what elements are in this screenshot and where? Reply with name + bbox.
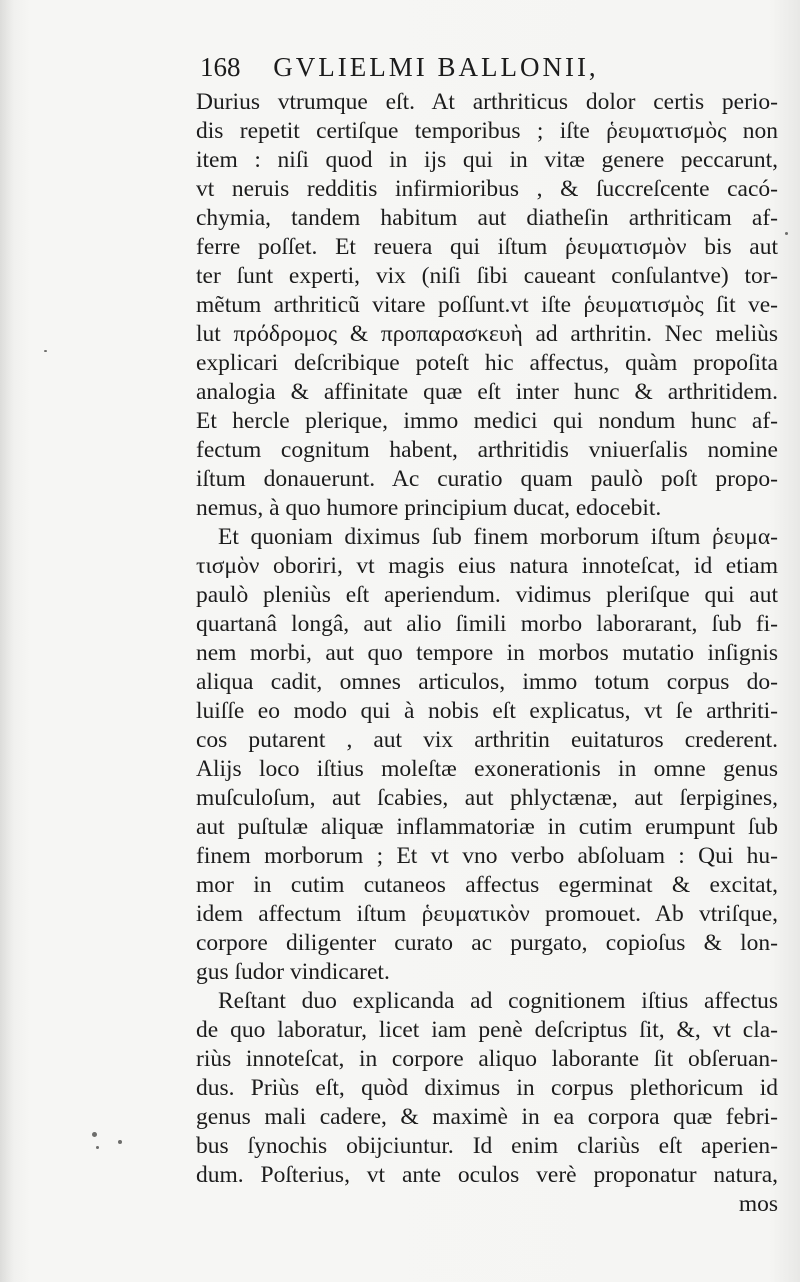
text-line: genus mali cadere, & maximè in ea corpora quæ febri-: [196, 1104, 778, 1130]
ink-speck: [118, 1140, 122, 1144]
text-line: Durius vtrumque eſt. At arthriticus dolor certis perio-: [196, 89, 778, 115]
text-line: ter ſunt experti, vix (niſi ſibi caueant conſulantve) tor-: [196, 263, 778, 289]
ink-speck: [785, 232, 788, 235]
text-line: analogia & affinitate quæ eſt inter hunc & arthritidem.: [196, 379, 778, 405]
text-line: dus. Priùs eſt, quòd diximus in corpus plethoricum id: [196, 1075, 778, 1101]
page-gutter-shadow: [0, 0, 14, 1282]
text-line: explicari deſcribique poteſt hic affectus, quàm propoſita: [196, 350, 778, 376]
text-line: aliqua cadit, omnes articulos, immo totum corpus do-: [196, 669, 778, 695]
paragraph-first-line: Et quoniam diximus ſub finem morborum iſtum ῥευμα-: [218, 524, 778, 550]
text-line: fectum cognitum habent, arthritidis vniuerſalis nomine: [196, 437, 778, 463]
text-line: chymia, tandem habitum aut diatheſin arthriticam af-: [196, 205, 778, 231]
text-line: mẽtum arthriticũ vitare poſſunt.vt iſte ῥευματισμὸς ſit ve-: [196, 292, 778, 318]
text-line: dum. Poſterius, vt ante oculos verè proponatur natura,: [196, 1162, 778, 1188]
running-head: [200, 52, 680, 92]
text-line: Alijs loco iſtius moleſtæ exonerationis in omne genus: [196, 756, 778, 782]
paragraph-first-line: Reſtant duo explicanda ad cognitionem iſtius affectus: [218, 988, 778, 1014]
text-line: gus ſudor vindicaret.: [196, 959, 390, 985]
text-line: mor in cutim cutaneos affectus egerminat & excitat,: [196, 872, 778, 898]
ink-speck: [96, 1146, 99, 1149]
text-line: idem affectum iſtum ῥευματικὸν promouet. Ab vtriſque,: [196, 901, 778, 927]
body-text: [188, 88, 778, 1219]
text-line: cos putarent , aut vix arthritin euitaturos crederent.: [196, 727, 778, 753]
text-line: de quo laboratur, licet iam penè deſcriptus ſit, &, vt cla-: [196, 1017, 778, 1043]
text-line: nem morbi, aut quo tempore in morbos mutatio inſignis: [196, 640, 778, 666]
text-line: riùs innoteſcat, in corpore aliquo laborante ſit obſeruan-: [196, 1046, 778, 1072]
text-line: paulò pleniùs eſt aperiendum. vidimus pleriſque qui aut: [196, 582, 778, 608]
text-line: muſculoſum, aut ſcabies, aut phlyctænæ, aut ſerpigines,: [196, 785, 778, 811]
text-line: corpore diligenter curato ac purgato, copioſus & lon-: [196, 930, 778, 956]
text-line: vt neruis redditis infirmioribus , & ſuccreſcente cacó-: [196, 176, 778, 202]
text-line: aut puſtulæ aliquæ inflammatoriæ in cutim erumpunt ſub: [196, 814, 778, 840]
text-line: τισμὸν oboriri, vt magis eius natura innoteſcat, id etiam: [196, 553, 778, 579]
running-title: GVLIELMI BALLONII,: [273, 52, 599, 82]
page-number: 168: [200, 52, 241, 82]
text-line: quartanâ longâ, aut alio ſimili morbo laborarant, ſub fi-: [196, 611, 778, 637]
text-line: item : niſi quod in ijs qui in vitæ genere peccarunt,: [196, 147, 778, 173]
text-line: dis repetit certiſque temporibus ; iſte ῥευματισμὸς non: [196, 118, 778, 144]
ink-speck: [92, 1132, 97, 1137]
text-line: bus ſynochis obijciuntur. Id enim clariùs eſt aperien-: [196, 1133, 778, 1159]
text-line: nemus, à quo humore principium ducat, edocebit.: [196, 495, 662, 521]
ink-speck: [44, 350, 47, 352]
catchword: mos: [738, 1191, 778, 1217]
text-line: ferre poſſet. Et reuera qui iſtum ῥευματισμὸν bis aut: [196, 234, 778, 260]
text-line: iſtum donauerunt. Ac curatio quam paulò poſt propo-: [196, 466, 778, 492]
text-line: finem morborum ; Et vt vno verbo abſoluam : Qui hu-: [196, 843, 778, 869]
text-line: luiſſe eo modo qui à nobis eſt explicatus, vt ſe arthriti-: [196, 698, 778, 724]
text-line: Et hercle plerique, immo medici qui nondum hunc af-: [196, 408, 778, 434]
text-line: lut πρόδρομος & προπαρασκευὴ ad arthritin. Nec meliùs: [196, 321, 778, 347]
